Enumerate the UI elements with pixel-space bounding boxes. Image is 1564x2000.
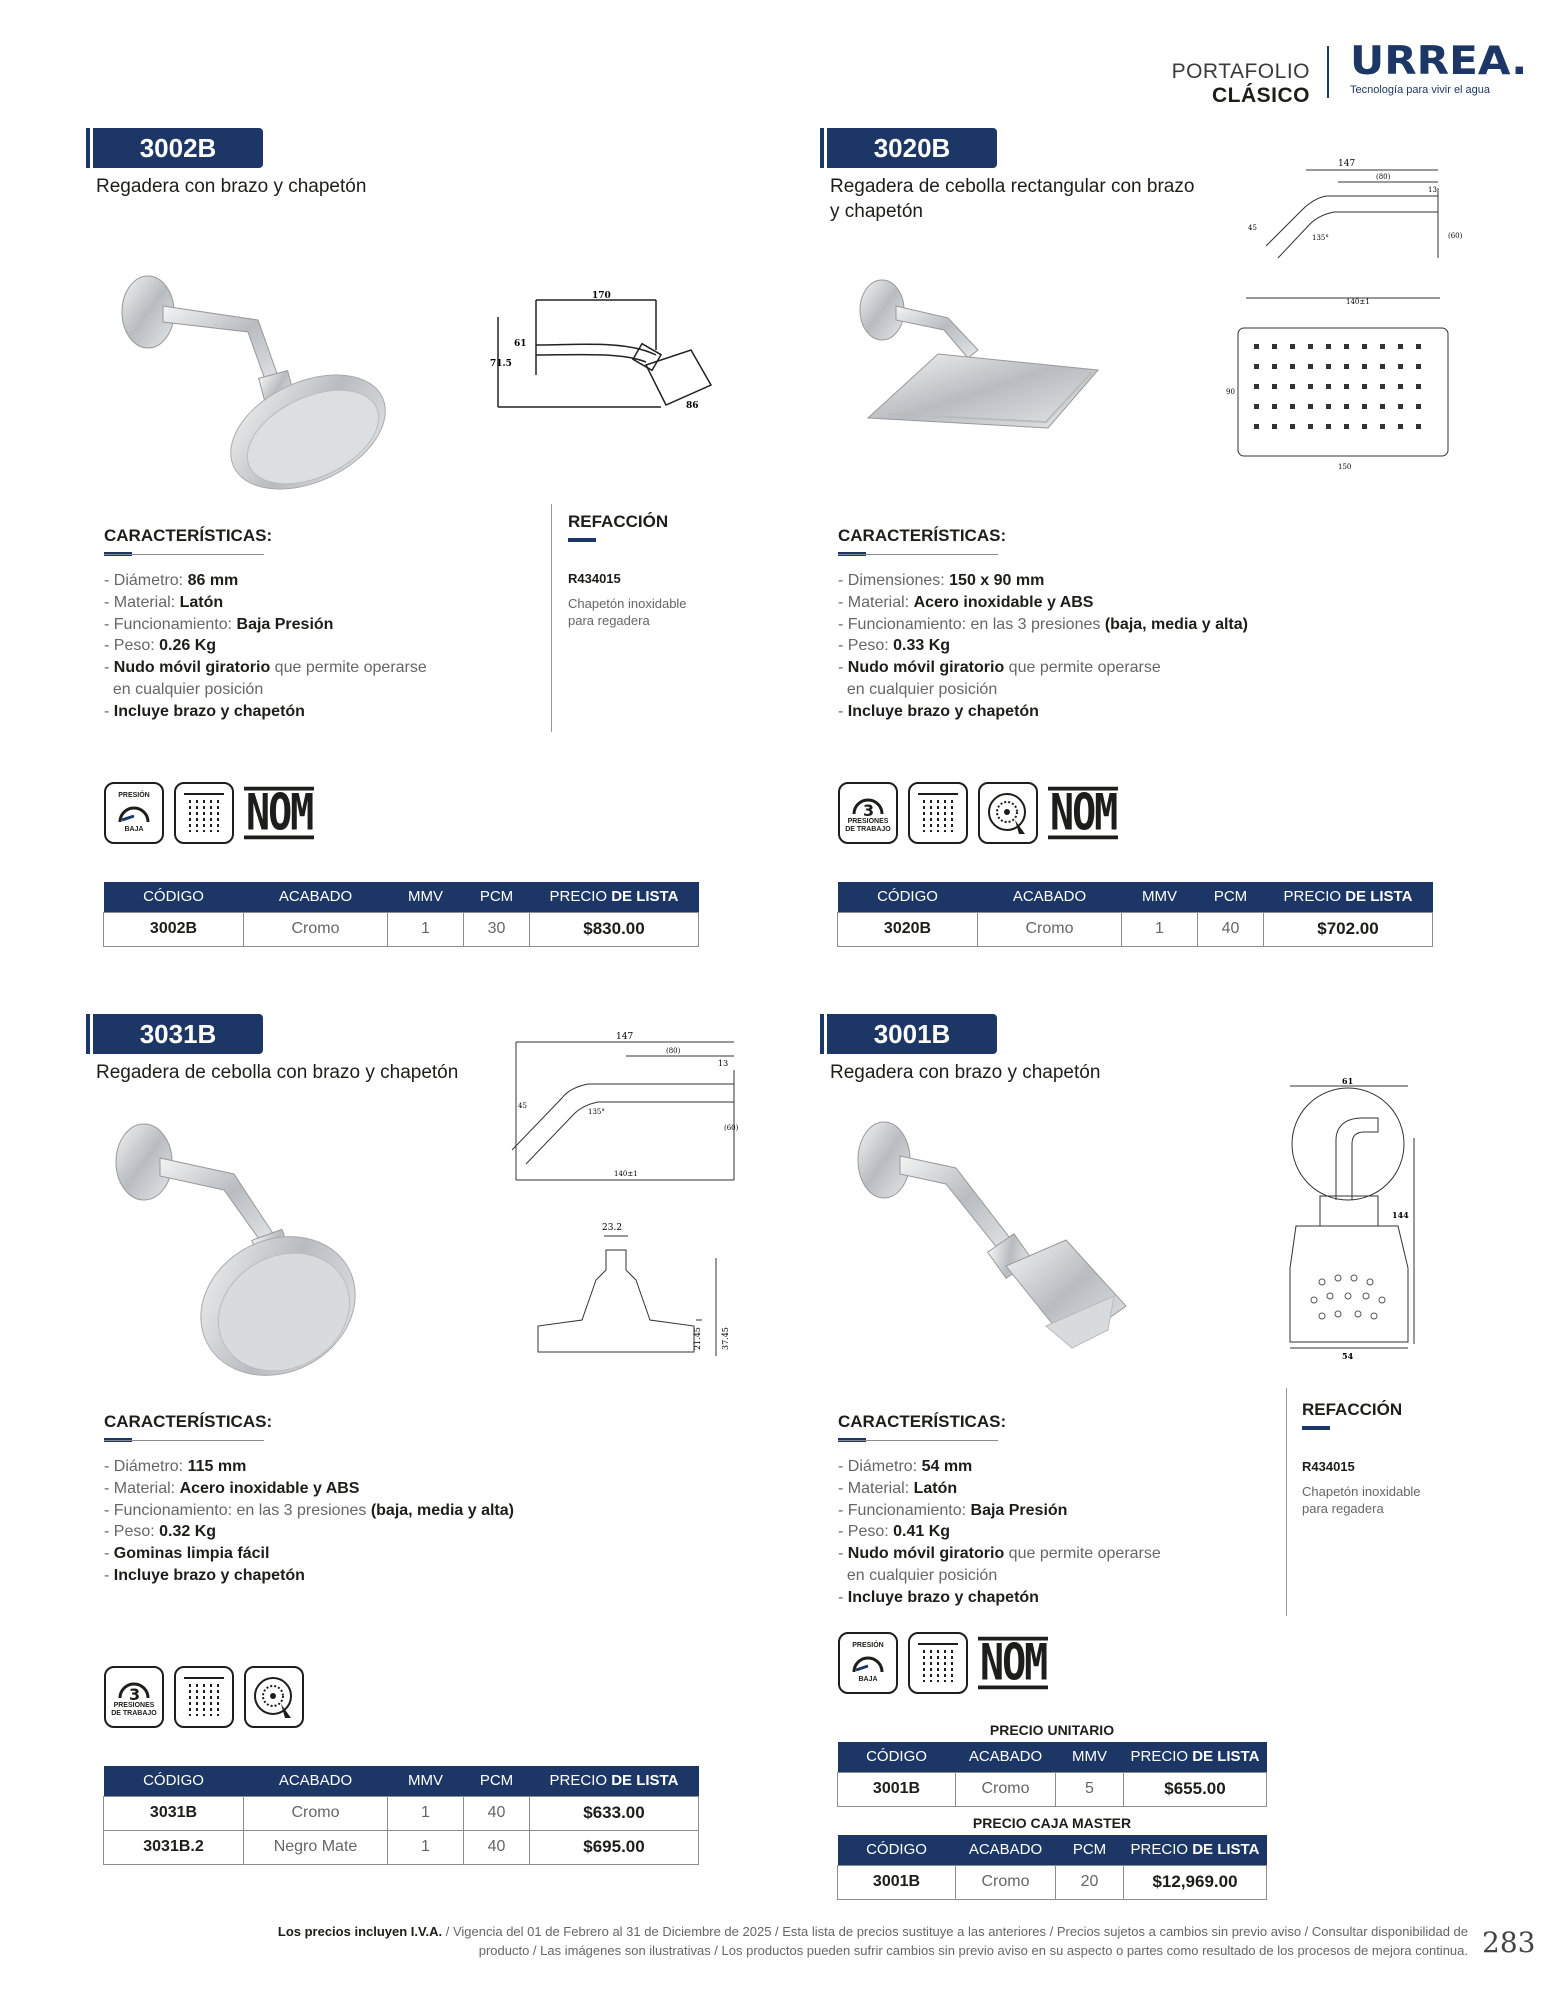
cell-price: $655.00 (1124, 1772, 1267, 1806)
col-codigo: CÓDIGO (838, 1835, 956, 1865)
refaccion-heading-text: REFACCIÓN (1302, 1400, 1403, 1419)
heading-rule (104, 1440, 264, 1441)
cell-code: 3001B (838, 1772, 956, 1806)
refaccion-divider (551, 504, 552, 732)
cell-mmv: 1 (388, 1830, 464, 1864)
easy-clean-nozzles-icon (978, 782, 1038, 844)
refaccion-desc: Chapetón inoxidable (1302, 1484, 1421, 1499)
col-mmv: MMV (388, 1766, 464, 1796)
feature-item: - Nudo móvil giratorio que permite operarse (838, 659, 1161, 677)
shower-head-photo-3031b (104, 1118, 374, 1378)
product-code-badge: 3020B (827, 128, 997, 168)
dim-80: (80) (666, 1047, 681, 1055)
feature-item: en cualquier posición (838, 1566, 998, 1584)
col-precio: PRECIO DE LISTA (530, 1766, 699, 1796)
dim-170: 170 (592, 291, 611, 301)
col-mmv: MMV (388, 882, 464, 912)
feature-item: - Funcionamiento: en las 3 presiones (baja, media y alta) (838, 615, 1248, 633)
master-box-price-caption: PRECIO CAJA MASTER (972, 1815, 1132, 1831)
dim-61: 61 (514, 339, 527, 349)
features-list-3001b (838, 1456, 1161, 1609)
urrea-logo (1350, 39, 1528, 96)
features-heading-text: CARACTERÍSTICAS: (104, 526, 273, 545)
feature-item: en cualquier posición (104, 680, 264, 698)
feature-icons-3002b (104, 782, 314, 844)
feature-icons-3020b (838, 782, 1118, 844)
rain-spray-icon (174, 782, 234, 844)
table-header-row (838, 1835, 1267, 1865)
product-title: Regadera con brazo y chapetón (830, 1062, 1101, 1083)
nom-certification-icon: NOM (246, 784, 313, 842)
cell-mmv: 1 (388, 1796, 464, 1830)
feature-item: - Peso: 0.32 Kg (104, 1523, 217, 1541)
badge-bar (820, 128, 824, 168)
features-heading-text: CARACTERÍSTICAS: (838, 526, 1007, 545)
dim-140: 140±1 (614, 1170, 638, 1178)
easy-clean-nozzles-icon (244, 1666, 304, 1728)
product-code-badge: 3002B (93, 128, 263, 168)
col-precio: PRECIO DE LISTA (1124, 1835, 1267, 1865)
col-acabado: ACABADO (956, 1835, 1056, 1865)
feature-icons-3001b (838, 1632, 1048, 1694)
unit-price-caption: PRECIO UNITARIO (989, 1722, 1115, 1738)
shower-head-photo-3020b (848, 268, 1128, 448)
cell-pcm: 40 (464, 1830, 530, 1864)
dim-45: 45 (518, 1102, 527, 1110)
cell-code: 3001B (838, 1865, 956, 1899)
feature-item: - Material: Acero inoxidable y ABS (104, 1479, 360, 1497)
dim-13: 13 (718, 1059, 729, 1068)
feature-item: - Incluye brazo y chapetón (838, 702, 1039, 720)
dim-23-2: 23.2 (602, 1223, 623, 1233)
feature-item: - Gominas limpia fácil (104, 1545, 270, 1563)
unit-price-table-3001b (837, 1742, 1267, 1807)
brand-tagline: Tecnología para vivir el agua (1350, 84, 1491, 96)
feature-item: - Incluye brazo y chapetón (104, 1566, 305, 1584)
cell-price: $12,969.00 (1124, 1865, 1267, 1899)
col-pcm: PCM (464, 1766, 530, 1796)
dim-147: 147 (1338, 159, 1356, 169)
cell-code: 3020B (838, 912, 978, 946)
dim-45: 45 (1248, 224, 1257, 232)
product-title-line: y chapetón (830, 201, 923, 222)
col-acabado: ACABADO (978, 882, 1122, 912)
features-heading (838, 1412, 1006, 1442)
shower-head-photo-3002b (108, 262, 398, 492)
dimension-drawing-3002b (490, 290, 726, 440)
cell-code: 3031B.2 (104, 1830, 244, 1864)
footer-disclaimer (148, 1922, 1468, 1960)
refaccion-3002b (568, 570, 687, 629)
nom-certification-icon: NOM (1050, 784, 1117, 842)
feature-item: - Nudo móvil giratorio que permite operarse (838, 1545, 1161, 1563)
svg-text:3: 3 (863, 801, 875, 820)
dim-80: (80) (1376, 173, 1391, 181)
features-heading-text: CARACTERÍSTICAS: (838, 1412, 1007, 1431)
cell-pcm: 40 (464, 1796, 530, 1830)
cell-price: $830.00 (530, 912, 699, 946)
refaccion-code: R434015 (568, 571, 621, 586)
dim-147: 147 (616, 1032, 634, 1042)
cell-mmv: 1 (1122, 912, 1198, 946)
product-title: Regadera de cebolla con brazo y chapetón (96, 1062, 459, 1083)
dim-37-45: 37.45 (721, 1327, 730, 1350)
dim-144: 144 (1392, 1210, 1409, 1220)
col-precio: PRECIO DE LISTA (530, 882, 699, 912)
nom-certification-icon: NOM (980, 1634, 1047, 1692)
table-row (838, 912, 1433, 946)
heading-rule (838, 554, 998, 555)
footer-line: producto / Las imágenes son ilustrativas / Los productos pueden sufrir cambios sin previo aviso en su aspecto o partes como resultado de los procesos de mejora continua. (478, 1943, 1468, 1958)
col-precio: PRECIO DE LISTA (1264, 882, 1433, 912)
price-table-3002b (103, 882, 699, 947)
refaccion-code: R434015 (1302, 1459, 1355, 1474)
col-mmv: MMV (1056, 1742, 1124, 1772)
cell-acabado: Cromo (244, 1796, 388, 1830)
table-header-row (838, 882, 1433, 912)
refaccion-divider (1286, 1388, 1287, 1616)
table-header-row (104, 882, 699, 912)
low-pressure-icon: PRESIÓN BAJA (838, 1632, 898, 1694)
heading-underline (568, 538, 596, 542)
dim-61: 61 (1342, 1076, 1354, 1086)
badge-bar (820, 1014, 824, 1054)
cell-acabado: Cromo (956, 1865, 1056, 1899)
col-codigo: CÓDIGO (104, 882, 244, 912)
product-code-badge: 3001B (827, 1014, 997, 1054)
features-list-3002b (104, 570, 427, 723)
refaccion-desc: para regadera (1302, 1501, 1384, 1516)
features-heading-text: CARACTERÍSTICAS: (104, 1412, 273, 1431)
features-list-3020b (838, 570, 1248, 723)
three-pressures-icon: 3 PRESIONES DE TRABAJO (838, 782, 898, 844)
cell-code: 3031B (104, 1796, 244, 1830)
heading-rule (104, 554, 264, 555)
refaccion-desc: Chapetón inoxidable (568, 596, 687, 611)
product-title: Regadera con brazo y chapetón (96, 176, 367, 197)
cell-mmv: 5 (1056, 1772, 1124, 1806)
cell-acabado: Cromo (956, 1772, 1056, 1806)
table-header-row (104, 1766, 699, 1796)
cell-acabado: Negro Mate (244, 1830, 388, 1864)
product-title-line: Regadera de cebolla rectangular con brazo (830, 176, 1195, 197)
badge-bar (86, 128, 90, 168)
rain-spray-icon (908, 782, 968, 844)
refaccion-3001b (1302, 1458, 1421, 1517)
dimension-drawing-3020b (1226, 158, 1466, 478)
feature-item: - Diámetro: 86 mm (104, 572, 239, 589)
feature-item: - Incluye brazo y chapetón (104, 702, 305, 720)
feature-item: - Peso: 0.26 Kg (104, 637, 217, 655)
feature-item: - Diámetro: 54 mm (838, 1458, 973, 1475)
portfolio-title (1070, 60, 1310, 108)
feature-item: - Diámetro: 115 mm (104, 1458, 247, 1475)
features-heading (838, 526, 1006, 556)
cell-price: $695.00 (530, 1830, 699, 1864)
col-mmv: MMV (1122, 882, 1198, 912)
col-acabado: ACABADO (956, 1742, 1056, 1772)
col-codigo: CÓDIGO (838, 1742, 956, 1772)
refaccion-heading (1302, 1400, 1402, 1430)
cell-pcm: 40 (1198, 912, 1264, 946)
features-heading (104, 526, 272, 556)
dim-140: 140±1 (1346, 298, 1370, 306)
refaccion-desc: para regadera (568, 613, 650, 628)
portfolio-prefix: PORTAFOLIO (1171, 60, 1310, 83)
dim-60: (60) (1448, 232, 1463, 240)
cell-acabado: Cromo (978, 912, 1122, 946)
brand-name: URREA. (1350, 39, 1528, 84)
col-pcm: PCM (464, 882, 530, 912)
header-divider (1327, 46, 1329, 98)
footer-bold: Los precios incluyen I.V.A. (277, 1924, 443, 1939)
cell-mmv: 1 (388, 912, 464, 946)
feature-item: - Peso: 0.41 Kg (838, 1523, 951, 1541)
refaccion-heading (568, 512, 668, 542)
table-row (838, 1865, 1267, 1899)
feature-item: - Material: Latón (838, 1479, 958, 1497)
feature-item: - Funcionamiento: Baja Presión (104, 615, 334, 633)
feature-item: - Material: Acero inoxidable y ABS (838, 593, 1094, 611)
dim-13: 13 (1428, 186, 1437, 194)
table-row (104, 1830, 699, 1864)
master-box-price-table-3001b (837, 1835, 1267, 1900)
portfolio-bold: CLÁSICO (1212, 84, 1310, 107)
dim-150: 150 (1338, 463, 1352, 471)
product-code-badge: 3031B (93, 1014, 263, 1054)
dim-135: 135° (1312, 234, 1329, 242)
cell-pcm: 30 (464, 912, 530, 946)
col-codigo: CÓDIGO (838, 882, 978, 912)
table-row (104, 912, 699, 946)
heading-rule (838, 1440, 998, 1441)
features-heading (104, 1412, 272, 1442)
shower-head-photo-3001b (846, 1116, 1136, 1376)
dim-86: 86 (686, 401, 699, 411)
footer-line: Los precios incluyen I.V.A. / Vigencia del 01 de Febrero al 31 de Diciembre de 2025 / Esta lista de precios sustituye a las anteriores / Precios sujetos a cambios sin previo aviso / Consultar disponibilidad de (277, 1924, 1468, 1939)
badge-bar (86, 1014, 90, 1054)
dimension-drawing-3001b (1282, 1078, 1422, 1362)
col-pcm: PCM (1056, 1835, 1124, 1865)
feature-item: - Incluye brazo y chapetón (838, 1588, 1039, 1606)
cell-price: $702.00 (1264, 912, 1433, 946)
price-table-3031b (103, 1766, 699, 1865)
price-table-3020b (837, 882, 1433, 947)
feature-item: - Nudo móvil giratorio que permite operarse (104, 659, 427, 677)
svg-text:3: 3 (129, 1685, 141, 1704)
dim-21-45: 21.45 (693, 1327, 702, 1350)
dim-71-5: 71.5 (490, 359, 512, 369)
features-list-3031b (104, 1456, 514, 1587)
col-precio: PRECIO DE LISTA (1124, 1742, 1267, 1772)
cell-pcm: 20 (1056, 1865, 1124, 1899)
product-title (830, 174, 1194, 224)
low-pressure-icon: PRESIÓN BAJA (104, 782, 164, 844)
cell-code: 3002B (104, 912, 244, 946)
cell-price: $633.00 (530, 1796, 699, 1830)
dim-60: (60) (724, 1124, 739, 1132)
feature-item: - Dimensiones: 150 x 90 mm (838, 572, 1045, 589)
table-row (838, 1772, 1267, 1806)
dim-90: 90 (1226, 388, 1235, 396)
rain-spray-icon (174, 1666, 234, 1728)
col-pcm: PCM (1198, 882, 1264, 912)
feature-item: - Funcionamiento: en las 3 presiones (baja, media y alta) (104, 1501, 514, 1519)
cell-acabado: Cromo (244, 912, 388, 946)
three-pressures-icon: 3 PRESIONES DE TRABAJO (104, 1666, 164, 1728)
rain-spray-icon (908, 1632, 968, 1694)
feature-icons-3031b (104, 1666, 304, 1728)
refaccion-heading-text: REFACCIÓN (568, 512, 669, 531)
feature-item: en cualquier posición (838, 680, 998, 698)
feature-item: - Material: Latón (104, 593, 224, 611)
heading-underline (1302, 1426, 1330, 1430)
col-codigo: CÓDIGO (104, 1766, 244, 1796)
dimension-drawing-3031b (496, 1030, 746, 1370)
col-acabado: ACABADO (244, 1766, 388, 1796)
feature-item: - Peso: 0.33 Kg (838, 637, 951, 655)
table-header-row (838, 1742, 1267, 1772)
dim-54: 54 (1342, 1351, 1354, 1361)
col-acabado: ACABADO (244, 882, 388, 912)
dim-135: 135° (588, 1108, 605, 1116)
table-row (104, 1796, 699, 1830)
page-number: 283 (1482, 1926, 1536, 1959)
feature-item: - Funcionamiento: Baja Presión (838, 1501, 1068, 1519)
